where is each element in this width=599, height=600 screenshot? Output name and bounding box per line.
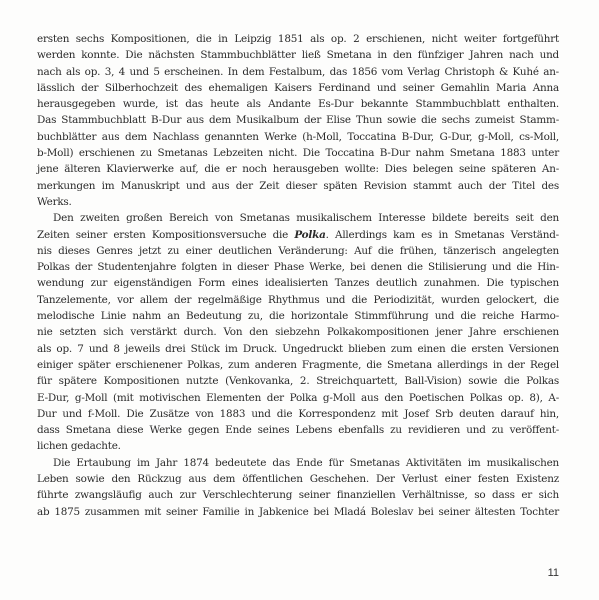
- text-line: Tanzelemente, vor allem der regelmäßige Rhythmus und die Periodizität, wurden gelockert, die: [37, 293, 559, 306]
- text-line: für spätere Kompositionen nutzte (Venkovanka, 2. Streichquartett, Ball-Vision) sowie die Polkas: [37, 375, 559, 388]
- body-text: [37, 31, 559, 520]
- text-line: ab 1875 zusammen mit seiner Familie in Jabkenice bei Mladá Boleslav bei seiner ältesten Tochter: [37, 505, 559, 518]
- text-line: Polkas der Studentenjahre folgten in dieser Phase Werke, bei denen die Stilisierung und die Hin-: [37, 261, 559, 274]
- paragraph-3: [37, 455, 559, 520]
- text-line: b-Moll) erschienen zu Smetanas Lebzeiten nicht. Die Toccatina B-Dur nahm Smetana 1883 unter: [37, 147, 559, 160]
- text-line: werden konnte. Die nächsten Stammbuchblätter ließ Smetana in den fünfziger Jahren nach und: [37, 49, 559, 62]
- text-line: Werks.: [37, 195, 72, 208]
- text-line: jene älteren Klavierwerke auf, die er noch herausgeben wollte: Dies belegen seine späteren An-: [37, 163, 559, 176]
- text-line-with-emphasis: [37, 227, 559, 243]
- page-number: 11: [547, 567, 559, 579]
- text-fragment: . Allerdings kam es in Smetanas Verständ-: [325, 228, 559, 241]
- text-line: dass Smetana diese Werke gegen Ende seines Lebens ebenfalls zu revidieren und zu veröffent-: [37, 424, 559, 437]
- text-line: nach als op. 3, 4 und 5 erscheinen. In dem Festalbum, das 1856 vom Verlag Christoph & Kuhé an-: [37, 65, 559, 78]
- text-line: buchblätter aus dem Nachlass genannten Werke (h-Moll, Toccatina B-Dur, G-Dur, g-Moll, cs-Moll,: [37, 130, 559, 143]
- text-fragment: Zeiten seiner ersten Kompositionsversuche die: [37, 228, 295, 241]
- text-line: merkungen im Manuskript und aus der Zeit dieser späten Revision stammt auch der Titel des: [37, 179, 559, 192]
- text-line: wendung zur eigenständigen Form eines idealisierten Tanzes deutlich zunahmen. Die typischen: [37, 277, 559, 290]
- emphasized-term-polka: Polka: [294, 228, 326, 241]
- text-line: Das Stammbuchblatt B-Dur aus dem Musikalbum der Elise Thun sowie die sechs zumeist Stamm-: [37, 114, 559, 127]
- paragraph-2: [37, 210, 559, 454]
- text-line: Leben sowie den Rückzug aus dem öffentlichen Geschehen. Der Verlust einer festen Existenz: [37, 473, 559, 486]
- text-line: lässlich der Silberhochzeit des ehemaligen Kaisers Ferdinand und seiner Gemahlin Maria Anna: [37, 81, 559, 94]
- text-line: nis dieses Genres jetzt zu einer deutlichen Veränderung: Auf die frühen, tänzerisch angelegten: [37, 244, 559, 257]
- text-line: Den zweiten großen Bereich von Smetanas musikalischem Interesse bildete bereits seit den: [53, 212, 559, 225]
- text-line: führte zwangsläufig auch zur Verschlechterung seiner finanziellen Verhältnisse, so dass er sich: [37, 489, 559, 502]
- text-line: herausgegeben wurde, ist das heute als Andante Es-Dur bekannte Stammbuchblatt enthalten.: [37, 98, 559, 111]
- paragraph-1: [37, 31, 559, 210]
- text-line: nie setzten sich verstärkt durch. Von den siebzehn Polkakompositionen jener Jahre erschienen: [37, 326, 559, 339]
- text-line: lichen gedachte.: [37, 440, 121, 453]
- text-line: Dur und f-Moll. Die Zusätze von 1883 und die Korrespondenz mit Josef Srb deuten darauf hin,: [37, 407, 559, 420]
- text-line: einiger später erschienener Polkas, zum anderen Fragmente, die Smetana allerdings in der Regel: [37, 358, 559, 371]
- text-line: als op. 7 und 8 jeweils drei Stück im Druck. Ungedruckt blieben zum einen die ersten Versionen: [37, 342, 559, 355]
- text-line: Die Ertaubung im Jahr 1874 bedeutete das Ende für Smetanas Aktivitäten im musikalischen: [53, 456, 559, 469]
- text-line: ersten sechs Kompositionen, die in Leipzig 1851 als op. 2 erschienen, nicht weiter fortgeführt: [37, 33, 559, 45]
- text-line: melodische Linie nahm an Bedeutung zu, die horizontale Stimmführung und die reiche Harmo-: [37, 310, 559, 323]
- text-line: E-Dur, g-Moll (mit motivischen Elementen der Polka g-Moll aus den Poetischen Polkas op. 8), A-: [37, 391, 559, 404]
